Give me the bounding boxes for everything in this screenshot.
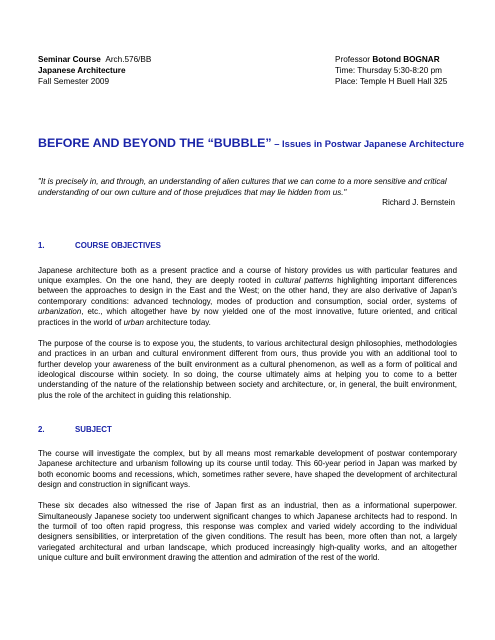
objectives-paragraph-2: The purpose of the course is to expose you, the students, to various architectural design philosophies, methodologies and practices in an urban and cultural environment different from ours, thus provide you with an additional tool to further develop your awareness of the built environment as a cultural phenomenon, as well as a form of political and ideological discourse within society. In so doing, the course ultimately aims at helping you to come to a better understanding of the nature of the relationship between society and architecture, or, in general, the built environment, plus the role of the architect in guiding this relationship.: [38, 338, 457, 400]
semester: Fall Semester 2009: [38, 77, 109, 86]
class-time: Time: Thursday 5:30-8:20 pm: [335, 66, 442, 75]
instructor-info: [335, 54, 457, 87]
epigraph-quote: "It is precisely in, and through, an understanding of alien cultures that we can come to a more sensitive and critical understanding of our own culture and of those prejudices that may lie hidden from us.": [38, 177, 447, 197]
class-place: Place: Temple H Buell Hall 325: [335, 77, 448, 86]
subject-paragraph-2: These six decades also witnessed the rise of Japan first as an industrial, then as a informational superpower. Simultaneously Japanese society too underwent significant changes to which Japanese architects had to respond. In the turmoil of too often rapid progress, this response was complex and varied widely according to the individual designers sensibilities, or interpretation of the given conditions. The result has been, more often than not, a largely variegated architectural and urban landscape, which produced increasingly high-quality works, and an altogether unique culture and built environment drawing the attention and admiration of the rest of the world.: [38, 501, 457, 562]
section-heading-objectives: [38, 241, 457, 250]
emphasis-text: cultural patterns: [274, 276, 334, 286]
course-label: Seminar Course: [38, 55, 101, 64]
emphasis-text: urbanization: [38, 307, 82, 317]
course-main-title: [38, 136, 465, 150]
title-main: BEFORE AND BEYOND THE “BUBBLE”: [38, 136, 272, 150]
course-line: [38, 54, 151, 65]
professor-line: [335, 54, 457, 65]
title-subtitle: – Issues in Postwar Japanese Architecture: [271, 138, 465, 149]
section-title: COURSE OBJECTIVES: [75, 240, 161, 250]
professor-label: Professor: [335, 55, 371, 64]
professor-name: Botond BOGNAR: [372, 55, 440, 64]
section-number: 2.: [38, 424, 45, 434]
course-info: [38, 54, 151, 87]
course-code: Arch.576/BB: [105, 55, 152, 64]
epigraph-author: Richard J. Bernstein: [382, 198, 455, 208]
emphasis-text: urban: [123, 317, 144, 327]
course-title: Japanese Architecture: [38, 66, 126, 75]
course-header: [38, 54, 457, 87]
subject-paragraph-1: The course will investigate the complex, but by all means most remarkable development of postwar contemporary Japanese architecture and urbanism following up its course until today. This 60-year period in Japan was marked by both economic booms and recessions, which, sometimes rather severe, have shaped the development of architectural design and construction in significant ways.: [38, 448, 457, 489]
section-number: 1.: [38, 240, 45, 250]
section-title: SUBJECT: [75, 424, 112, 434]
objectives-paragraph-1: Japanese architecture both as a present practice and a course of history provides us with particular features and unique examples. On the one hand, they are deeply rooted in cultural patterns highlighting important differences between the approaches to design in the East and the West; on the other hand, they are also derivative of Japan's contemporary conditions: advanced technology, modes of production and consumption, social order, systems of urbanization, etc., which altogether have by now yielded one of the most innovative, future oriented, and critical practices in the world of urban architecture today.: [38, 265, 457, 327]
section-heading-subject: [38, 425, 457, 434]
